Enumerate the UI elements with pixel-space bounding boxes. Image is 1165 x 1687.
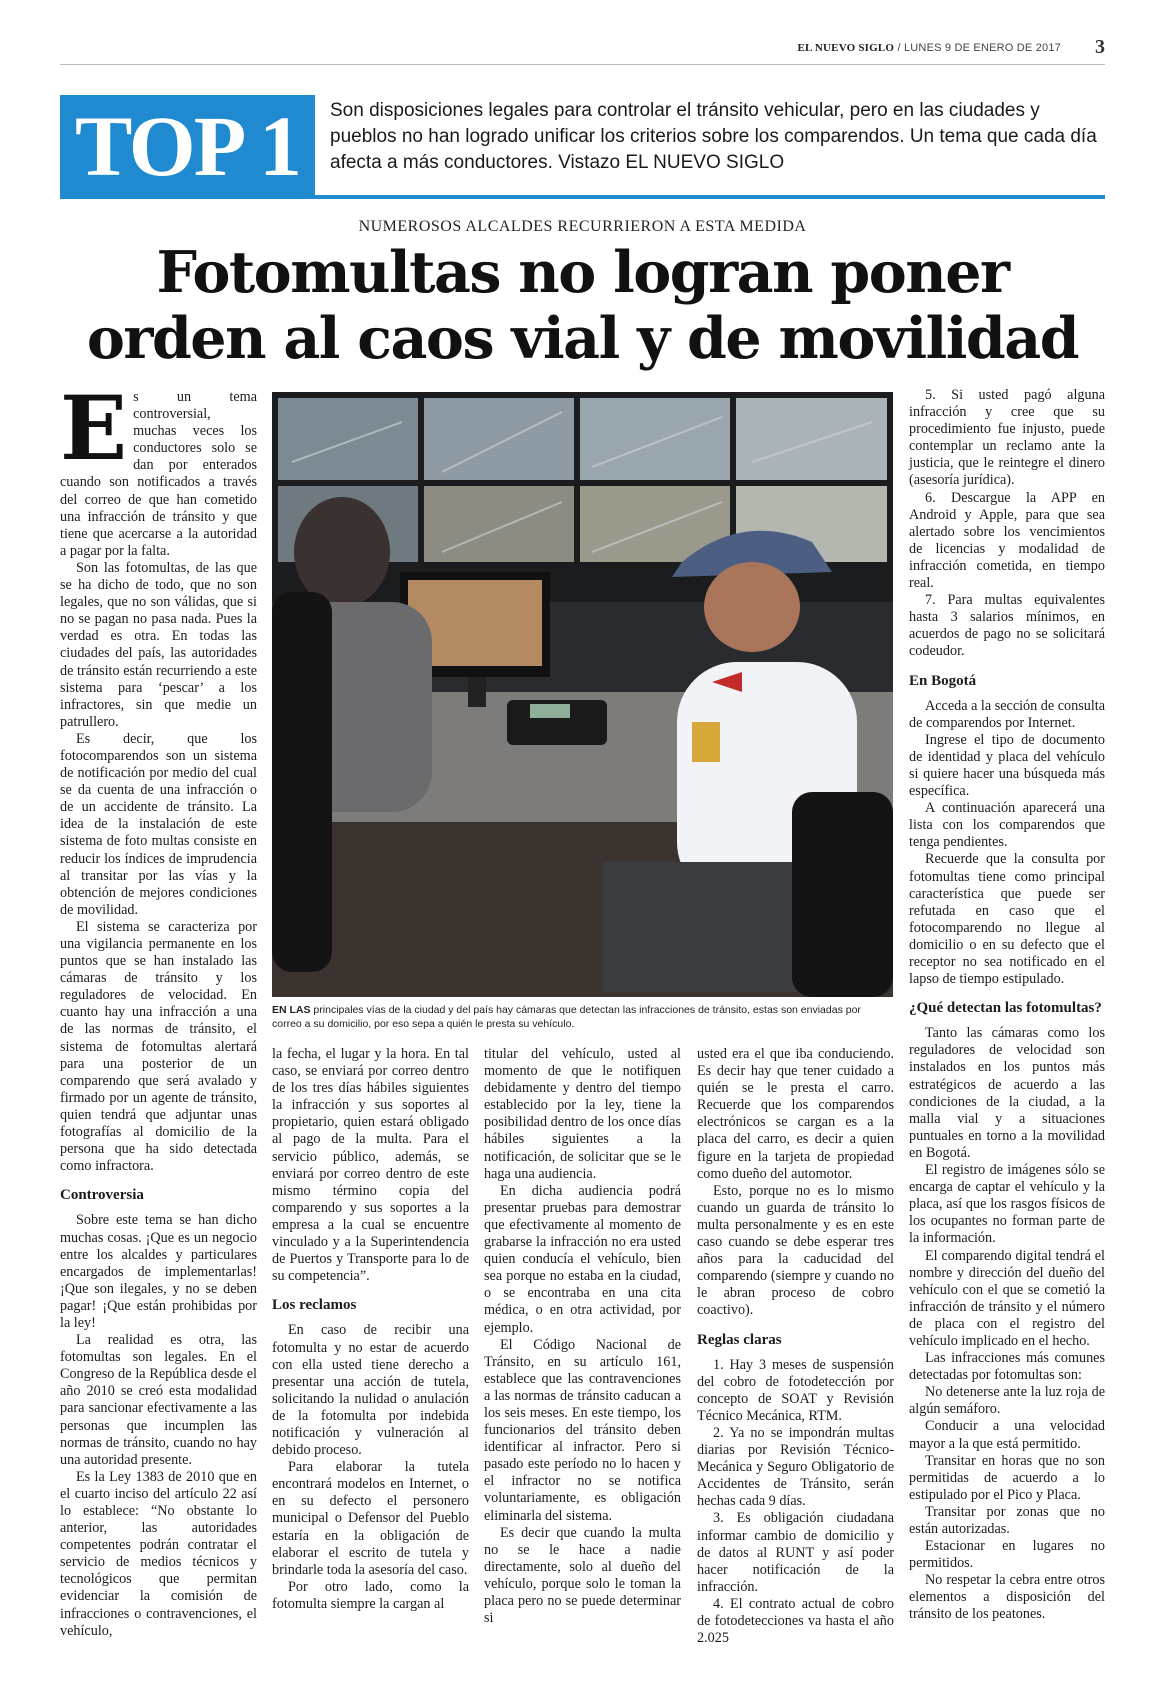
- header-separator: /: [894, 42, 904, 54]
- paragraph: Son las fotomultas, de las que se ha dicho de todo, que no son legales, que no son válidas, que si no se pagan no pasa nada. Pues la verdad es otra. En todas las ciudades del país, las autoridades de tránsito están recurriendo a este sistema para ‘pescar’ a los infractores, sin que medie un patrullero.: [60, 559, 257, 730]
- paragraph: Sobre este tema se han dicho muchas cosas. ¡Que es un negocio entre los alcaldes y particulares encargados de implementarlas! ¡Que son ilegales, y no se deben pagar! ¡Que están prohibidas por la ley!: [60, 1212, 257, 1331]
- paragraph: El sistema se caracteriza por una vigilancia permanente en los puntos que se han instalado las cámaras de tránsito y los reguladores de velocidad. En cuanto hay una infracción a una de las normas de tránsito, el sistema de fotomultas alertará para una posterior de un comparendo que será avalado y firmado por un agente de tránsito, quien tendrá que adjuntar unas fotografías al domicilio de la persona que ha sido detectada como infractora.: [60, 918, 257, 1175]
- banner-rule: [60, 195, 1105, 199]
- article-column-3: [484, 1046, 681, 1627]
- paragraph: Las infracciones más comunes detectadas por fotomultas son:: [909, 1350, 1105, 1384]
- article-column-2: [272, 1046, 469, 1613]
- paragraph: Ingrese el tipo de documento de identidad y placa del vehículo si quiere hacer una búsqueda más específica.: [909, 731, 1105, 800]
- article-column-right: [909, 387, 1105, 1624]
- list-item: 5. Si usted pagó alguna infracción y cree que su procedimiento fue injusto, puede contemplar un reclamo ante la justicia, que le reintegre el dinero (asesoría jurídica).: [909, 387, 1105, 489]
- section-badge: [60, 95, 315, 197]
- paragraph: El Código Nacional de Tránsito, en su artículo 161, establece que las contravenciones a las normas de tránsito caducan a los seis meses. En este tiempo, los funcionarios del tránsito deben identificar al infractor. Pero si pasado este período no lo hacen y el infractor no se notifica voluntariamente, es obligación eliminarla del sistema.: [484, 1336, 681, 1524]
- headline-line-2: orden al caos vial y de movilidad: [86, 305, 1079, 372]
- paragraph: la fecha, el lugar y la hora. En tal caso, se enviará por correo dentro de los tres días hábiles siguientes la infracción y sus soportes al propietario, quien estará obligado al pago de la multa. Para el servicio público, además, se enviará por correo dentro de este mismo término copia del comparendo y sus soportes a la empresa a la cual se encuentre vinculado y a la Superintendencia de Puertos y Transporte para lo de su competencia”.: [272, 1046, 469, 1285]
- section-intro: Son disposiciones legales para controlar el tránsito vehicular, pero en las ciudades y pueblos no han logrado unificar los criterios sobre los comparendos. Un tema que cada día afecta a más conductores. Vistazo EL NUEVO SIGLO: [330, 100, 1097, 173]
- paragraph: Acceda a la sección de consulta de comparendos por Internet.: [909, 697, 1106, 731]
- section-badge-label: TOP 1: [75, 98, 300, 194]
- caption-text: principales vías de la ciudad y del país hay cámaras que detectan las infracciones de tránsito, estas son enviadas por correo a su domicilio, por eso sepa a quién le presta su vehículo.: [272, 1004, 861, 1030]
- list-item: 7. Para multas equivalentes hasta 3 salarios mínimos, en acuerdos de pago no se solicitará codeudor.: [909, 592, 1105, 660]
- paragraph: En caso de recibir una fotomulta y no estar de acuerdo con ella usted tiene derecho a presentar una acción de tutela, solicitando la nulidad o anulación de la fotomulta por indebida notificación y vulneración al debido proceso.: [272, 1322, 469, 1459]
- photo-caption: [272, 1003, 893, 1031]
- paragraph: titular del vehículo, usted al momento de que le notifiquen debidamente y dentro del tiempo establecido por la ley, tiene la posibilidad dentro de los once días hábiles siguientes a la notificación, de solicitar que se le haga una audiencia.: [484, 1046, 681, 1182]
- list-item: Conducir a una velocidad mayor a la que está permitido.: [909, 1418, 1105, 1452]
- subhead-que-detectan: ¿Qué detectan las fotomultas?: [909, 1000, 1102, 1017]
- header-dateline: [797, 42, 1061, 54]
- page-number: 3: [1095, 36, 1105, 58]
- subhead-reglas-claras: Reglas claras: [697, 1331, 782, 1348]
- list-item: 4. El contrato actual de cobro de fotodetecciones va hasta el año 2.025: [697, 1595, 894, 1647]
- article-column-4: [697, 1046, 894, 1647]
- headline-line-1: Fotomultas no logran poner: [156, 239, 1009, 306]
- paragraph: En dicha audiencia podrá presentar pruebas para demostrar que efectivamente al momento de grabarse la infracción no era usted quien conducía el vehículo, bien sea porque no estaba en la ciudad, o se encontraba en una cita médica, o en otra actividad, por ejemplo.: [484, 1182, 681, 1336]
- list-item: No respetar la cebra entre otros elementos a disposición del tránsito de los peatones.: [909, 1572, 1105, 1623]
- subhead-reclamos: Los reclamos: [272, 1297, 357, 1314]
- article-headline: [60, 240, 1105, 372]
- list-item: 1. Hay 3 meses de suspensión del cobro de fotodetección por concepto de SOAT y Revisión Técnico Mecánica, RTM.: [697, 1356, 894, 1424]
- paragraph: El registro de imágenes sólo se encarga de captar el vehículo y la placa, así que los rasgos físicos de los ocupantes no forman parte de la información.: [909, 1162, 1105, 1247]
- paragraph: A continuación aparecerá una lista con los comparendos que tenga pendientes.: [909, 800, 1105, 851]
- paragraph: Es decir, que los fotocomparendos son un sistema de notificación por medio del cual se da cuenta de una infracción o de un accidente de tránsito. La idea de la instalación de este sistema de foto multas consiste en reducir los índices de imprudencia al transitar por las vías y la obtención de mejores condiciones de movilidad.: [60, 730, 257, 918]
- paragraph: Para elaborar la tutela encontrará modelos en Internet, o en su defecto el personero municipal o Defensor del Pueblo estaría en la obligación de elaborar el escrito de tutela y brindarle toda la asesoría del caso.: [272, 1459, 469, 1578]
- subhead-controversia: Controversia: [60, 1187, 144, 1204]
- paragraph: Tanto las cámaras como los reguladores de velocidad son instalados en los puntos más estratégicos de acuerdo a las condiciones de la ciudad, a la malla vial y a situaciones puntuales en torno a la movilidad en Bogotá.: [909, 1025, 1105, 1161]
- paragraph: Por otro lado, como la fotomulta siempre la cargan al: [272, 1578, 469, 1612]
- paragraph: s un tema controversial, muchas veces los conductores solo se dan por enterados cuando son notificados a través del correo de que han cometido una infracción de tránsito y que tiene que acercarse a la autoridad a pagar por la falta.: [60, 389, 257, 559]
- subhead-en-bogota: En Bogotá: [909, 672, 977, 689]
- list-item: Transitar por zonas que no están autorizadas.: [909, 1503, 1105, 1537]
- paragraph: La realidad es otra, las fotomultas son legales. En el Congreso de la República desde el año 2010 se creó esta modalidad para sancionar efectivamente a las personas que incumplen las normas de tránsito, cuando no hay una autoridad presente.: [60, 1332, 257, 1468]
- list-item: 3. Es obligación ciudadana informar cambio de domicilio y de datos al RUNT y así poder hacer notificación de la infracción.: [697, 1510, 894, 1595]
- article-photo: [272, 392, 893, 997]
- article-kicker: NUMEROSOS ALCALDES RECURRIERON A ESTA MEDIDA: [358, 218, 807, 235]
- publication-name: EL NUEVO SIGLO: [797, 42, 895, 54]
- paragraph: Esto, porque no es lo mismo cuando un guarda de tránsito lo multa personalmente y es en este caso cuando se debe esperar tres años para la caducidad del comparendo (siempre y cuando no le abran proceso de cobro coactivo).: [697, 1182, 894, 1319]
- caption-lead: EN LAS: [272, 1004, 311, 1016]
- article-column-1: [60, 376, 257, 1640]
- paragraph: Es decir que cuando la multa no se le hace a nadie directamente, solo al dueño del vehículo, porque solo le toman la placa pero no se puede determinar si: [484, 1524, 681, 1627]
- paragraph: Recuerde que la consulta por fotomultas tiene como principal característica que puede ser refutada en caso que el fotocomparendo no llegue al domicilio o en su defecto que el receptor no sea notificado en el lapso de tiempo estipulado.: [909, 851, 1105, 988]
- paragraph: El comparendo digital tendrá el nombre y dirección del dueño del vehículo con el que se cometió la infracción de tránsito y el número de placa con el registro del vehículo implicado en el hecho.: [909, 1247, 1105, 1349]
- list-item: 2. Ya no se impondrán multas diarias por Revisión Técnico-Mecánica y Seguro Obligatorio de Accidentes de Tránsito, serán hechas cada 9 días.: [697, 1424, 894, 1510]
- issue-date: LUNES 9 DE ENERO DE 2017: [903, 42, 1061, 54]
- list-item: 6. Descargue la APP en Android y Apple, para que sea alertado sobre los vencimientos de licencias y modalidad de infracción cometida, en tiempo real.: [909, 489, 1105, 592]
- paragraph: Es la Ley 1383 de 2010 que en el cuarto inciso del artículo 22 así lo establece: “No obstante lo anterior, las autoridades competentes podrán contratar el servicio de medios técnicos y tecnológicos que permitan evidenciar la comisión de infracciones o contravenciones, el vehículo,: [60, 1468, 257, 1639]
- list-item: Transitar en horas que no son permitidas de acuerdo a lo estipulado por el Pico y Placa.: [909, 1452, 1105, 1503]
- list-item: No detenerse ante la luz roja de algún semáforo.: [909, 1384, 1105, 1418]
- page-header: [60, 36, 1105, 65]
- list-item: Estacionar en lugares no permitidos.: [909, 1538, 1105, 1572]
- traffic-control-room-illustration: [272, 392, 893, 997]
- paragraph: usted era el que iba conduciendo. Es decir hay que tener cuidado a quién se le presta el carro. Recuerde que los comparendos electrónicos se cargan es a la placa del carro, es decir a quien figure en la tarjeta de propiedad como dueño del automotor.: [697, 1046, 894, 1182]
- drop-cap: E: [60, 376, 128, 480]
